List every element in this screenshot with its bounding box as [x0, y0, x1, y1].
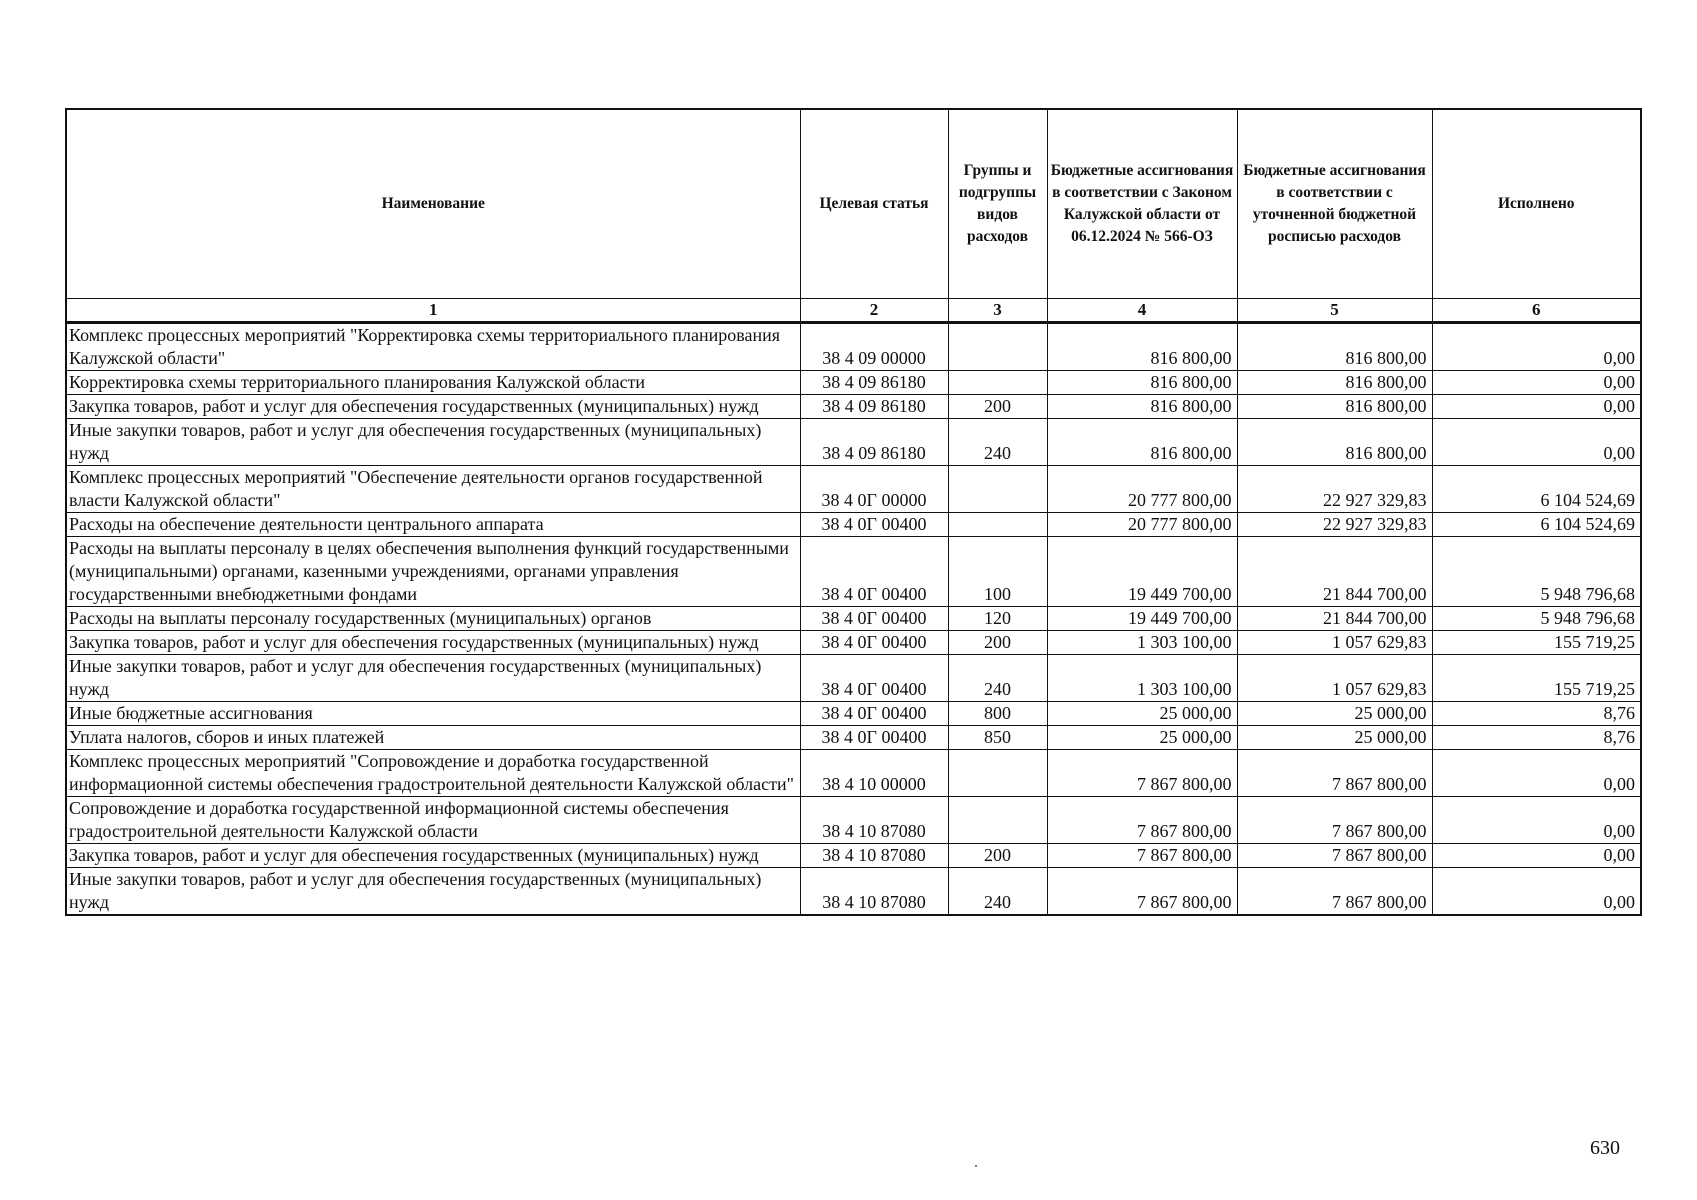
row-target-article: 38 4 0Г 00400: [800, 631, 948, 655]
row-refined-amount: 7 867 800,00: [1237, 844, 1432, 868]
row-refined-amount: 21 844 700,00: [1237, 537, 1432, 607]
row-expense-group: 100: [948, 537, 1047, 607]
row-law-amount: 25 000,00: [1047, 702, 1237, 726]
row-law-amount: 20 777 800,00: [1047, 513, 1237, 537]
row-name: Расходы на обеспечение деятельности центрального аппарата: [66, 513, 800, 537]
row-executed-amount: 0,00: [1432, 323, 1641, 371]
row-refined-amount: 7 867 800,00: [1237, 750, 1432, 797]
row-executed-amount: 5 948 796,68: [1432, 537, 1641, 607]
row-executed-amount: 8,76: [1432, 702, 1641, 726]
row-law-amount: 1 303 100,00: [1047, 655, 1237, 702]
table-row: [66, 655, 1641, 702]
row-refined-amount: 816 800,00: [1237, 395, 1432, 419]
row-executed-amount: 155 719,25: [1432, 631, 1641, 655]
table-row: [66, 750, 1641, 797]
table-row: [66, 513, 1641, 537]
row-name: Расходы на выплаты персоналу в целях обеспечения выполнения функций государственными (муниципальными) органами, казенными учреждениями, органами управления государственными внебюджетными фондами: [66, 537, 800, 607]
column-number: 5: [1237, 299, 1432, 323]
header-row: [66, 109, 1641, 299]
row-name: Расходы на выплаты персоналу государственных (муниципальных) органов: [66, 607, 800, 631]
row-refined-amount: 1 057 629,83: [1237, 631, 1432, 655]
row-expense-group: 200: [948, 844, 1047, 868]
row-law-amount: 1 303 100,00: [1047, 631, 1237, 655]
row-refined-amount: 816 800,00: [1237, 371, 1432, 395]
row-expense-group: [948, 797, 1047, 844]
row-law-amount: 7 867 800,00: [1047, 868, 1237, 916]
row-law-amount: 20 777 800,00: [1047, 466, 1237, 513]
row-refined-amount: 1 057 629,83: [1237, 655, 1432, 702]
row-refined-amount: 22 927 329,83: [1237, 466, 1432, 513]
row-target-article: 38 4 10 87080: [800, 797, 948, 844]
row-expense-group: [948, 750, 1047, 797]
row-law-amount: 816 800,00: [1047, 371, 1237, 395]
header-law-allocations: Бюджетные ассигнования в соответствии с Законом Калужской области от 06.12.2024 № 566-ОЗ: [1047, 109, 1237, 299]
row-executed-amount: 155 719,25: [1432, 655, 1641, 702]
row-law-amount: 19 449 700,00: [1047, 537, 1237, 607]
column-number: 4: [1047, 299, 1237, 323]
column-number-row: [66, 299, 1641, 323]
row-target-article: 38 4 09 86180: [800, 419, 948, 466]
row-refined-amount: 22 927 329,83: [1237, 513, 1432, 537]
row-target-article: 38 4 09 86180: [800, 395, 948, 419]
row-expense-group: 240: [948, 419, 1047, 466]
row-refined-amount: 21 844 700,00: [1237, 607, 1432, 631]
row-expense-group: [948, 466, 1047, 513]
header-name: Наименование: [66, 109, 800, 299]
row-executed-amount: 8,76: [1432, 726, 1641, 750]
row-target-article: 38 4 0Г 00400: [800, 607, 948, 631]
row-law-amount: 7 867 800,00: [1047, 797, 1237, 844]
table-row: [66, 797, 1641, 844]
row-executed-amount: 0,00: [1432, 844, 1641, 868]
table-row: [66, 537, 1641, 607]
row-expense-group: 240: [948, 655, 1047, 702]
column-number: 2: [800, 299, 948, 323]
row-expense-group: 800: [948, 702, 1047, 726]
row-executed-amount: 0,00: [1432, 395, 1641, 419]
table-row: [66, 371, 1641, 395]
page-number: 630: [1590, 1137, 1620, 1159]
row-name: Комплекс процессных мероприятий "Корректировка схемы территориального планирования Калужской области": [66, 323, 800, 371]
row-refined-amount: 7 867 800,00: [1237, 868, 1432, 916]
row-name: Иные бюджетные ассигнования: [66, 702, 800, 726]
row-law-amount: 816 800,00: [1047, 323, 1237, 371]
row-target-article: 38 4 09 86180: [800, 371, 948, 395]
row-target-article: 38 4 0Г 00400: [800, 655, 948, 702]
row-law-amount: 816 800,00: [1047, 419, 1237, 466]
table-row: [66, 702, 1641, 726]
row-executed-amount: 0,00: [1432, 868, 1641, 916]
row-target-article: 38 4 0Г 00000: [800, 466, 948, 513]
row-refined-amount: 25 000,00: [1237, 702, 1432, 726]
row-name: Иные закупки товаров, работ и услуг для обеспечения государственных (муниципальных) нужд: [66, 419, 800, 466]
row-target-article: 38 4 0Г 00400: [800, 702, 948, 726]
row-executed-amount: 0,00: [1432, 750, 1641, 797]
row-expense-group: [948, 323, 1047, 371]
row-name: Закупка товаров, работ и услуг для обеспечения государственных (муниципальных) нужд: [66, 395, 800, 419]
table-row: [66, 466, 1641, 513]
row-executed-amount: 5 948 796,68: [1432, 607, 1641, 631]
row-law-amount: 7 867 800,00: [1047, 750, 1237, 797]
row-name: Иные закупки товаров, работ и услуг для обеспечения государственных (муниципальных) нужд: [66, 868, 800, 916]
row-expense-group: [948, 513, 1047, 537]
header-target-article: Целевая статья: [800, 109, 948, 299]
column-number: 3: [948, 299, 1047, 323]
row-name: Закупка товаров, работ и услуг для обеспечения государственных (муниципальных) нужд: [66, 631, 800, 655]
row-executed-amount: 6 104 524,69: [1432, 513, 1641, 537]
row-target-article: 38 4 0Г 00400: [800, 726, 948, 750]
row-expense-group: 240: [948, 868, 1047, 916]
row-refined-amount: 25 000,00: [1237, 726, 1432, 750]
row-name: Комплекс процессных мероприятий "Сопровождение и доработка государственной информационной системы обеспечения градостроительной деятельности Калужской области": [66, 750, 800, 797]
table-row: [66, 726, 1641, 750]
row-executed-amount: 0,00: [1432, 797, 1641, 844]
row-law-amount: 19 449 700,00: [1047, 607, 1237, 631]
table-body: [66, 323, 1641, 916]
row-law-amount: 816 800,00: [1047, 395, 1237, 419]
row-expense-group: [948, 371, 1047, 395]
row-expense-group: 850: [948, 726, 1047, 750]
row-executed-amount: 0,00: [1432, 419, 1641, 466]
table-row: [66, 419, 1641, 466]
row-refined-amount: 7 867 800,00: [1237, 797, 1432, 844]
row-target-article: 38 4 0Г 00400: [800, 537, 948, 607]
row-law-amount: 7 867 800,00: [1047, 844, 1237, 868]
row-expense-group: 200: [948, 631, 1047, 655]
row-expense-group: 120: [948, 607, 1047, 631]
table-row: [66, 607, 1641, 631]
row-executed-amount: 0,00: [1432, 371, 1641, 395]
table-row: [66, 323, 1641, 371]
table-row: [66, 844, 1641, 868]
row-target-article: 38 4 10 87080: [800, 844, 948, 868]
row-name: Уплата налогов, сборов и иных платежей: [66, 726, 800, 750]
table-row: [66, 395, 1641, 419]
table-row: [66, 631, 1641, 655]
row-target-article: 38 4 10 00000: [800, 750, 948, 797]
row-executed-amount: 6 104 524,69: [1432, 466, 1641, 513]
row-target-article: 38 4 10 87080: [800, 868, 948, 916]
table-row: [66, 868, 1641, 916]
row-refined-amount: 816 800,00: [1237, 419, 1432, 466]
header-expense-groups: Группы и подгруппы видов расходов: [948, 109, 1047, 299]
row-refined-amount: 816 800,00: [1237, 323, 1432, 371]
scan-speck: [975, 1165, 977, 1167]
row-name: Сопровождение и доработка государственной информационной системы обеспечения градостроительной деятельности Калужской области: [66, 797, 800, 844]
header-executed: Исполнено: [1432, 109, 1641, 299]
row-name: Корректировка схемы территориального планирования Калужской области: [66, 371, 800, 395]
column-number: 1: [66, 299, 800, 323]
column-number: 6: [1432, 299, 1641, 323]
budget-table: [65, 108, 1642, 916]
row-name: Иные закупки товаров, работ и услуг для обеспечения государственных (муниципальных) нужд: [66, 655, 800, 702]
row-law-amount: 25 000,00: [1047, 726, 1237, 750]
row-target-article: 38 4 09 00000: [800, 323, 948, 371]
header-refined-allocations: Бюджетные ассигнования в соответствии с уточненной бюджетной росписью расходов: [1237, 109, 1432, 299]
row-expense-group: 200: [948, 395, 1047, 419]
row-target-article: 38 4 0Г 00400: [800, 513, 948, 537]
row-name: Комплекс процессных мероприятий "Обеспечение деятельности органов государственной власти Калужской области": [66, 466, 800, 513]
row-name: Закупка товаров, работ и услуг для обеспечения государственных (муниципальных) нужд: [66, 844, 800, 868]
